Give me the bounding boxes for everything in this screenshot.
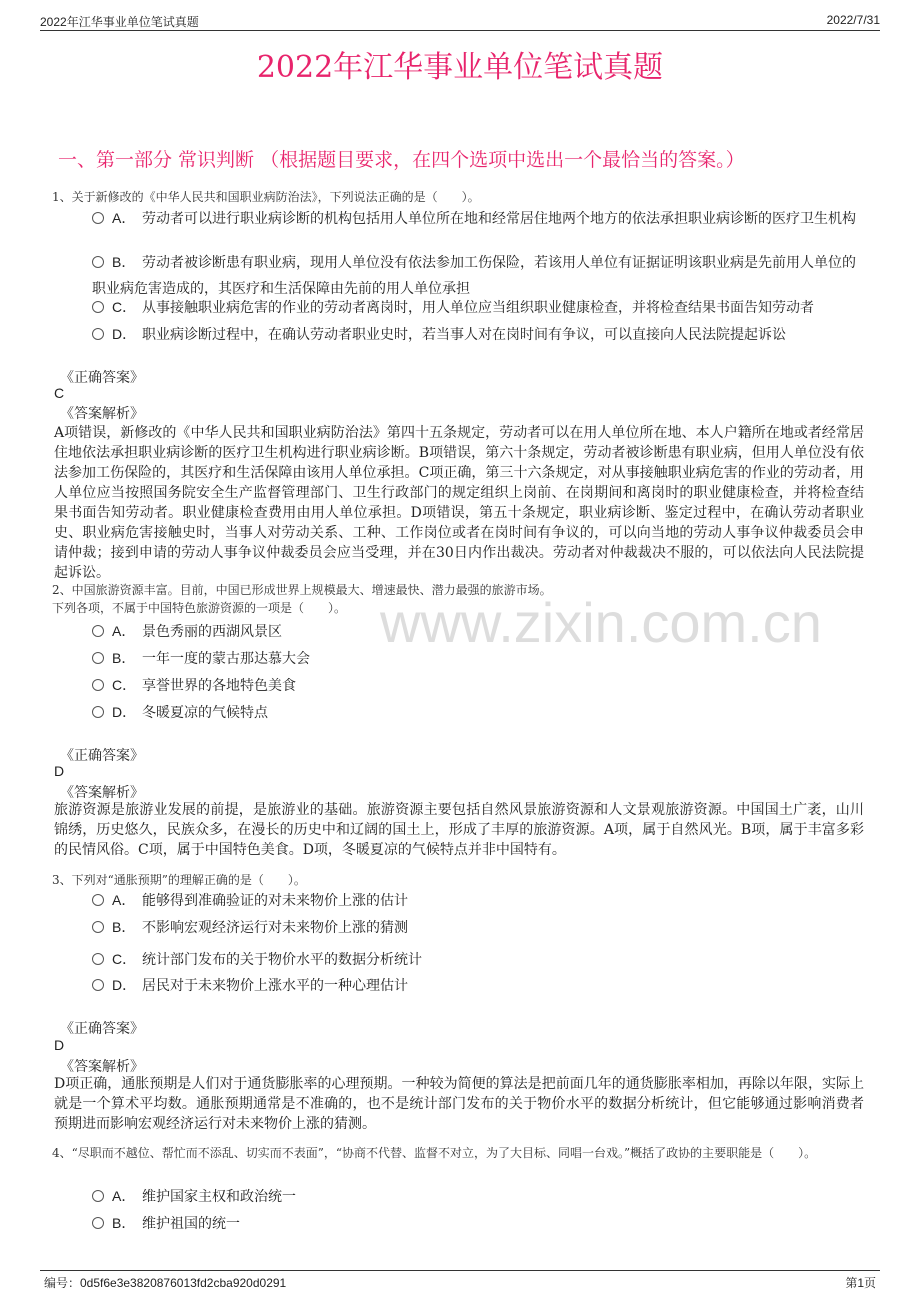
question-2-answer: D bbox=[54, 763, 65, 779]
radio-icon[interactable] bbox=[92, 301, 104, 313]
question-4-option-a[interactable]: A． 维护国家主权和政治统一 bbox=[92, 1183, 860, 1210]
radio-icon[interactable] bbox=[92, 921, 104, 933]
question-4-option-b[interactable]: B． 维护祖国的统一 bbox=[92, 1210, 860, 1237]
answer-label: 《正确答案》 bbox=[60, 1021, 144, 1037]
radio-icon[interactable] bbox=[92, 652, 104, 664]
radio-icon[interactable] bbox=[92, 1217, 104, 1229]
radio-icon[interactable] bbox=[92, 706, 104, 718]
radio-icon[interactable] bbox=[92, 953, 104, 965]
radio-icon[interactable] bbox=[92, 328, 104, 340]
question-2-stem-line2: 下列各项，不属于中国特色旅游资源的一项是（ ）。 bbox=[52, 601, 347, 615]
question-1-stem: 1、关于新修改的《中华人民共和国职业病防治法》，下列说法正确的是（ ）。 bbox=[52, 190, 480, 204]
section-heading: 一、第一部分 常识判断 （根据题目要求，在四个选项中选出一个最恰当的答案。） bbox=[58, 149, 745, 171]
question-4-stem: 4、“尽职而不越位、帮忙而不添乱、切实而不表面”，“协商不代替、监督不对立，为了大目标、同唱一台戏。”概括了政协的主要职能是（ ）。 bbox=[52, 1146, 817, 1160]
radio-icon[interactable] bbox=[92, 979, 104, 991]
question-1-option-d[interactable]: D． 职业病诊断过程中，在确认劳动者职业史时，若当事人对在岗时间有争议，可以直接向人民法院提起诉讼 bbox=[92, 321, 860, 348]
answer-label: 《正确答案》 bbox=[60, 748, 144, 764]
radio-icon[interactable] bbox=[92, 894, 104, 906]
question-1-option-c[interactable]: C． 从事接触职业病危害的作业的劳动者离岗时，用人单位应当组织职业健康检查，并将检查结果书面告知劳动者 bbox=[92, 294, 860, 321]
question-3-stem: 3、下列对“通胀预期”的理解正确的是（ ）。 bbox=[52, 873, 306, 887]
document-id: 编号：0d5f6e3e3820876013fd2cba920d0291 bbox=[44, 1276, 287, 1290]
radio-icon[interactable] bbox=[92, 256, 104, 268]
question-1-analysis: A项错误，新修改的《中华人民共和国职业病防治法》第四十五条规定，劳动者可以在用人单位所在地、本人户籍所在地或者经常居住地依法承担职业病诊断的医疗卫生机构进行职业病诊断。B项错误，第六十条规定，劳动者被诊断患有职业病，但用人单位没有依法参加工伤保险的，其医疗和生活保障由该用人单位承担。C项正确，第三十六条规定，对从事接触职业病危害的作业的劳动者，用人单位应当按照国务院安全生产监督管理部门、卫生行政部门的规定组织上岗前、在岗期间和离岗时的职业健康检查，并将检查结果书面告知劳动者。职业健康检查费用由用人单位承担。D项错误，第五十条规定，职业病诊断、鉴定过程中，在确认劳动者职业史、职业病危害接触史时，当事人对劳动关系、工种、工作岗位或者在岗时间有争议的，可以向当地的劳动人事争议仲裁委员会申请仲裁；接到申请的劳动人事争议仲裁委员会应当受理，并在30日内作出裁决。劳动者对仲裁裁决不服的，可以依法向人民法院提起诉讼。 bbox=[54, 425, 864, 581]
question-3-option-b[interactable]: B． 不影响宏观经济运行对未来物价上涨的猜测 bbox=[92, 914, 860, 941]
watermark: www.zixin.com.cn bbox=[380, 591, 822, 654]
radio-icon[interactable] bbox=[92, 212, 104, 224]
analysis-label: 《答案解析》 bbox=[60, 1059, 144, 1075]
analysis-label: 《答案解析》 bbox=[60, 406, 144, 422]
question-2-option-c[interactable]: C． 享誉世界的各地特色美食 bbox=[92, 672, 860, 699]
page-number: 第1页 bbox=[845, 1276, 876, 1290]
analysis-label: 《答案解析》 bbox=[60, 785, 144, 801]
question-1-option-a[interactable]: A． 劳动者可以进行职业病诊断的机构包括用人单位所在地和经常居住地两个地方的依法承担职业病诊断的医疗卫生机构 bbox=[92, 205, 860, 232]
page-footer bbox=[40, 1270, 880, 1290]
question-2-stem: 2、中国旅游资源丰富。目前，中国已形成世界上规模最大、增速最快、潜力最强的旅游市场。 bbox=[52, 583, 552, 597]
radio-icon[interactable] bbox=[92, 1190, 104, 1202]
question-3-option-a[interactable]: A． 能够得到准确验证的对未来物价上涨的估计 bbox=[92, 887, 860, 914]
answer-label: 《正确答案》 bbox=[60, 370, 144, 386]
question-3-analysis: D项正确，通胀预期是人们对于通货膨胀率的心理预期。一种较为简便的算法是把前面几年的通货膨胀率相加，再除以年限，实际上就是一个算术平均数。通胀预期通常是不准确的，也不是统计部门发布的关于物价水平的数据分析统计，但它能够通过影响消费者预期进而影响宏观经济运行对未来物价上涨的猜测。 bbox=[54, 1076, 864, 1132]
radio-icon[interactable] bbox=[92, 679, 104, 691]
page-header bbox=[40, 10, 880, 31]
header-title: 2022年江华事业单位笔试真题 bbox=[40, 15, 199, 29]
question-2-option-a[interactable]: A． 景色秀丽的西湖风景区 bbox=[92, 618, 860, 645]
question-3-answer: D bbox=[54, 1037, 65, 1053]
question-3-option-c[interactable]: C． 统计部门发布的关于物价水平的数据分析统计 bbox=[92, 946, 860, 973]
question-2-analysis: 旅游资源是旅游业发展的前提，是旅游业的基础。旅游资源主要包括自然风景旅游资源和人文景观旅游资源。中国国土广袤，山川锦绣，历史悠久，民族众多，在漫长的历史中和辽阔的国土上，形成了丰厚的旅游资源。A项，属于自然风光。B项，属于丰富多彩的民情风俗。C项，属于中国特色美食。D项，冬暖夏凉的气候特点并非中国特有。 bbox=[54, 802, 864, 858]
question-1-answer: C bbox=[54, 385, 65, 401]
question-2-option-b[interactable]: B． 一年一度的蒙古那达慕大会 bbox=[92, 645, 860, 672]
radio-icon[interactable] bbox=[92, 625, 104, 637]
question-3-option-d[interactable]: D． 居民对于未来物价上涨水平的一种心理估计 bbox=[92, 972, 860, 999]
question-2-option-d[interactable]: D． 冬暖夏凉的气候特点 bbox=[92, 699, 860, 726]
document-title: 2022年江华事业单位笔试真题 bbox=[256, 50, 664, 85]
header-date: 2022/7/31 bbox=[826, 13, 880, 27]
question-1-option-b[interactable]: B． 劳动者被诊断患有职业病，现用人单位没有依法参加工伤保险，若该用人单位有证据证明该职业病是先前用人单位的职业病危害造成的，其医疗和生活保障由先前的用人单位承担 bbox=[92, 254, 856, 297]
